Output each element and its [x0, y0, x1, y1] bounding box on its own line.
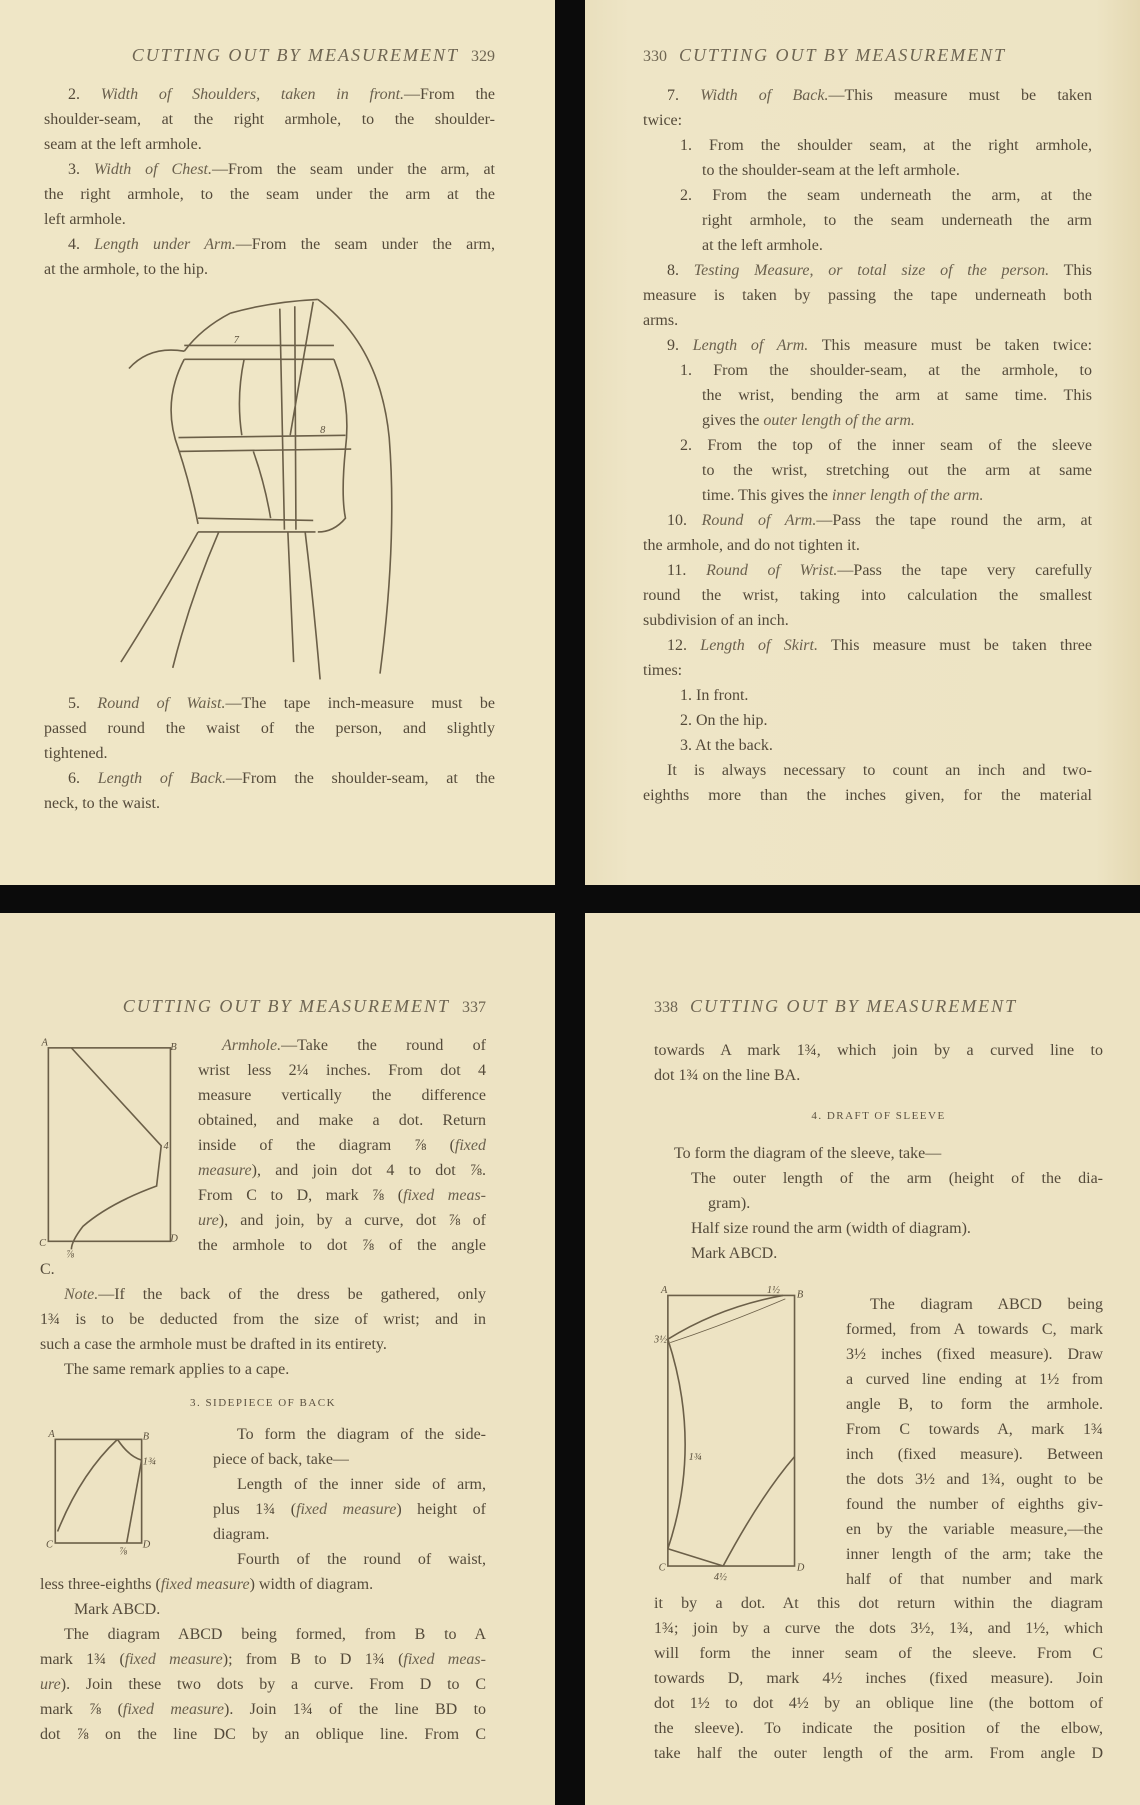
running-head-title: CUTTING OUT BY MEASUREMENT — [679, 45, 1007, 65]
text-line — [643, 408, 1092, 433]
italic-run-in: Round of Arm. — [701, 512, 817, 529]
text-line: 3. At the back. — [680, 737, 773, 754]
running-head-title: CUTTING OUT BY MEASUREMENT — [122, 996, 450, 1016]
italic-run-in: fixed — [454, 1137, 486, 1154]
text-line: half of that number and mark — [846, 1571, 1103, 1588]
text-run: This measure must be taken three — [817, 637, 1092, 654]
text-line: subdivision of an inch. — [643, 612, 789, 629]
text-line: 1. From the shoulder-seam, at the armhole, to — [680, 362, 1092, 379]
text-line: the armhole, and do not tighten it. — [643, 537, 860, 554]
figure-label: C — [39, 1237, 47, 1249]
text-line: to the wrist, stretching out the arm at same — [702, 462, 1092, 479]
italic-run-in: Round of Waist. — [97, 695, 226, 712]
page-number: 338 — [654, 999, 678, 1016]
text-line: the dots 3½ and 1¾, ought to be — [846, 1471, 1103, 1488]
text-line — [198, 1183, 486, 1208]
italic-run-in: Testing Measure, or total size of the person. — [693, 262, 1050, 279]
italic-run-in: Length of Back. — [97, 770, 226, 787]
text-run: less three-eighths ( — [40, 1576, 161, 1593]
text-run: 9. — [667, 337, 693, 354]
text-block — [40, 1257, 486, 1382]
figure-label: C — [658, 1562, 666, 1574]
text-run: ); from B to D 1¾ ( — [222, 1651, 404, 1668]
italic-run-in: Length of Skirt. — [700, 637, 818, 654]
text-run: —From the seam under the arm, — [235, 236, 495, 253]
text-run: —From the shoulder-seam, at the — [225, 770, 495, 787]
text-run: 4. — [68, 236, 95, 253]
text-line: inner length of the arm; take the — [846, 1546, 1103, 1563]
text-line: round the wrist, taking into calculation the smallest — [643, 587, 1092, 604]
section-heading: 4. DRAFT OF SLEEVE — [811, 1110, 946, 1122]
text-line: the wrist, bending the arm at same time. This — [702, 387, 1092, 404]
text-line: inch (fixed measure). Between — [846, 1446, 1103, 1463]
text-run: ), and join dot 4 to dot ⅞. — [251, 1162, 486, 1179]
text-line — [198, 1158, 486, 1183]
text-run: 10. — [667, 512, 702, 529]
page-number: 329 — [471, 48, 495, 65]
text-run: 7. — [667, 87, 701, 104]
text-line: dot ⅞ on the line DC by an oblique line. From C — [40, 1726, 486, 1743]
text-run: 12. — [667, 637, 701, 654]
italic-run-in: ure — [198, 1212, 219, 1229]
text-run: ), and join, by a curve, dot ⅞ of — [218, 1212, 486, 1229]
text-line — [198, 1133, 486, 1158]
text-line: measure vertically the difference — [198, 1087, 486, 1104]
figure-label: 8 — [320, 424, 326, 436]
text-run: —If the back of the dress be gathered, only — [98, 1286, 486, 1303]
page-number: 337 — [462, 999, 486, 1016]
text-run: plus 1¾ ( — [213, 1501, 297, 1518]
text-line: C. — [40, 1261, 55, 1278]
text-line: arms. — [643, 312, 679, 329]
text-line: the sleeve). To indicate the position of the elbow, — [654, 1720, 1103, 1737]
figure-label: 1½ — [766, 1285, 780, 1297]
running-head — [643, 42, 1092, 68]
text-run: ) width of diagram. — [249, 1576, 374, 1593]
text-line — [198, 1033, 486, 1058]
figure-label: ⅞ — [66, 1249, 75, 1261]
text-run: 8. — [667, 262, 694, 279]
text-line: The diagram ABCD being — [870, 1296, 1103, 1313]
text-line: a curved line ending at 1½ from — [846, 1371, 1103, 1388]
text-run: 2. — [68, 86, 101, 103]
text-line: towards D, mark 4½ inches (fixed measure). Join — [654, 1670, 1103, 1687]
figure-label: A — [48, 1429, 55, 1441]
text-line: found the number of eighths giv- — [846, 1496, 1103, 1513]
text-block — [654, 1591, 1103, 1766]
text-run: 3. — [68, 161, 94, 178]
text-line: diagram. — [213, 1526, 270, 1543]
text-run: —From the — [404, 86, 495, 103]
figure-label: 1¾ — [688, 1452, 702, 1464]
italic-run-in: ure — [40, 1676, 61, 1693]
text-block — [654, 1141, 1103, 1266]
italic-run-in: Width of Chest. — [93, 161, 212, 178]
text-line: it by a dot. At this dot return within the diagram — [654, 1595, 1103, 1612]
text-line — [643, 258, 1092, 283]
text-line — [643, 83, 1092, 108]
text-line: To form the diagram of the side- — [237, 1426, 486, 1443]
text-line: From C towards A, mark 1¾ — [846, 1421, 1103, 1438]
text-line: at the left armhole. — [702, 237, 823, 254]
italic-run-in: fixed measure — [160, 1576, 250, 1593]
figure-label: B — [796, 1289, 804, 1301]
text-line: such a case the armhole must be drafted in its entirety. — [40, 1336, 387, 1353]
text-line: formed, from A towards C, mark — [846, 1321, 1103, 1338]
running-head — [44, 42, 495, 68]
text-line: 2. From the top of the inner seam of the sleeve — [680, 437, 1092, 454]
text-line — [40, 1697, 486, 1722]
text-line — [44, 691, 495, 716]
figure-label: C — [46, 1539, 53, 1551]
text-line: dot 1¾ on the line BA. — [654, 1067, 801, 1084]
italic-run-in: Note. — [64, 1286, 99, 1303]
figure-label: B — [170, 1042, 177, 1054]
text-run: —The tape inch-measure must be — [225, 695, 495, 712]
text-line: It is always necessary to count an inch and two- — [667, 762, 1092, 779]
italic-run-in: Length of Arm. — [692, 337, 809, 354]
text-line: The same remark applies to a cape. — [64, 1361, 290, 1378]
text-line: en by the variable measure,—the — [846, 1521, 1103, 1538]
text-run: —Take the round of — [281, 1037, 486, 1054]
text-run: gives the — [702, 412, 764, 429]
text-block — [846, 1292, 1103, 1592]
italic-run-in: fixed meas- — [403, 1651, 486, 1668]
text-line — [44, 766, 495, 791]
text-line — [44, 82, 495, 107]
text-line: 1. In front. — [680, 687, 749, 704]
italic-run-in: fixed measure — [122, 1701, 224, 1718]
text-block — [654, 1038, 1103, 1088]
italic-run-in: Round of Wrist. — [706, 562, 838, 579]
text-line — [643, 508, 1092, 533]
italic-run-in: Length under Arm. — [94, 236, 236, 253]
text-line: obtained, and make a dot. Return — [198, 1112, 486, 1129]
text-run: 11. — [667, 562, 707, 579]
text-line: right armhole, to the seam underneath the arm — [702, 212, 1092, 229]
italic-run-in: outer length of the arm. — [763, 412, 915, 429]
text-run: From C to D, mark ⅞ ( — [198, 1187, 404, 1204]
text-line — [198, 1208, 486, 1233]
running-head-title: CUTTING OUT BY MEASUREMENT — [131, 45, 459, 65]
text-run: —Pass the tape round the arm, at — [816, 512, 1092, 529]
text-line: 3½ inches (fixed measure). Draw — [846, 1346, 1103, 1363]
text-run: —From the seam under the arm, at — [212, 161, 495, 178]
text-block — [643, 83, 1092, 808]
text-run: ). Join these two dots by a curve. From D to C — [60, 1676, 486, 1693]
text-line: Length of the inner side of arm, — [237, 1476, 486, 1493]
text-line: angle B, to form the armhole. — [846, 1396, 1103, 1413]
text-line: piece of back, take— — [213, 1451, 349, 1468]
text-run: —This measure must be taken — [828, 87, 1092, 104]
text-line: 1¾ is to be deducted from the size of wrist; and in — [40, 1311, 486, 1328]
text-line: will form the inner seam of the sleeve. From C — [654, 1645, 1103, 1662]
text-run: 6. — [68, 770, 98, 787]
text-line: Mark ABCD. — [74, 1601, 161, 1618]
text-line — [44, 157, 495, 182]
text-line — [44, 232, 495, 257]
text-line: tightened. — [44, 745, 108, 762]
figure-label: A — [41, 1037, 48, 1049]
text-run: 5. — [68, 695, 98, 712]
figure-label: A — [660, 1285, 668, 1297]
text-line: 2. On the hip. — [680, 712, 768, 729]
text-line: passed round the waist of the person, and slightly — [44, 720, 495, 737]
text-line: at the armhole, to the hip. — [44, 261, 208, 278]
italic-run-in: Width of Shoulders, taken in front. — [100, 86, 405, 103]
text-line: The outer length of the arm (height of the dia- — [691, 1170, 1103, 1187]
text-run: —Pass the tape very carefully — [837, 562, 1092, 579]
text-block — [44, 82, 495, 282]
text-line — [40, 1282, 486, 1307]
italic-run-in: inner length of the arm. — [831, 487, 984, 504]
section-heading: 3. SIDEPIECE OF BACK — [189, 1397, 337, 1409]
text-line: Mark ABCD. — [691, 1245, 778, 1262]
text-run: time. This gives the — [702, 487, 832, 504]
text-line: dot 1½ to dot 4½ by an oblique line (the bottom of — [654, 1695, 1103, 1712]
text-line — [643, 333, 1092, 358]
figure-label: 7 — [233, 335, 239, 347]
text-run: This — [1049, 262, 1092, 279]
text-line — [643, 633, 1092, 658]
text-line — [643, 558, 1092, 583]
running-head — [44, 993, 486, 1019]
figure-label: 3½ — [654, 1334, 668, 1346]
text-block — [213, 1422, 486, 1572]
text-line: 1. From the shoulder seam, at the right armhole, — [680, 137, 1092, 154]
figure-label: ⅞ — [119, 1546, 128, 1558]
text-line — [40, 1572, 486, 1597]
italic-run-in: measure — [198, 1162, 252, 1179]
text-line: to the shoulder-seam at the left armhole. — [702, 162, 960, 179]
text-line: 1¾; join by a curve the dots 3½, 1¾, and 1½, which — [654, 1620, 1103, 1637]
page-number: 330 — [643, 48, 667, 65]
text-block — [198, 1033, 486, 1258]
italic-run-in: Width of Back. — [700, 87, 829, 104]
horizontal-divider — [0, 885, 1140, 913]
text-line: 2. From the seam underneath the arm, at the — [680, 187, 1092, 204]
text-block — [40, 1572, 486, 1747]
text-run: mark 1¾ ( — [40, 1651, 125, 1668]
figure-label: D — [142, 1539, 151, 1551]
italic-run-in: fixed meas- — [403, 1187, 486, 1204]
text-line: seam at the left armhole. — [44, 136, 202, 153]
text-line — [213, 1497, 486, 1522]
text-line: twice: — [643, 112, 683, 129]
text-line — [40, 1672, 486, 1697]
text-run: This measure must be taken twice: — [808, 337, 1092, 354]
text-line: the armhole to dot ⅞ of the angle — [198, 1237, 486, 1254]
text-run: ) height of — [396, 1501, 486, 1518]
text-line — [40, 1647, 486, 1672]
italic-run-in: fixed measure — [124, 1651, 223, 1668]
text-block — [44, 691, 495, 816]
text-line — [643, 483, 1092, 508]
text-line: measure is taken by passing the tape underneath both — [643, 287, 1092, 304]
text-line: shoulder-seam, at the right armhole, to the shoulder- — [44, 111, 495, 128]
text-line: eighths more than the inches given, for the material — [643, 787, 1092, 804]
text-line: towards A mark 1¾, which join by a curved line to — [654, 1042, 1103, 1059]
figure-label: 4 — [163, 1141, 169, 1153]
text-line: take half the outer length of the arm. From angle D — [654, 1745, 1103, 1762]
text-line: The diagram ABCD being formed, from B to A — [64, 1626, 486, 1643]
figure-label: D — [796, 1562, 805, 1574]
figure-label: 1¾ — [142, 1456, 156, 1468]
running-head-title: CUTTING OUT BY MEASUREMENT — [690, 996, 1018, 1016]
figure-label: 4½ — [713, 1571, 727, 1583]
italic-run-in: fixed measure — [296, 1501, 397, 1518]
text-line: the right armhole, to the seam under the arm at the — [44, 186, 495, 203]
text-line: neck, to the waist. — [44, 795, 160, 812]
text-line: gram). — [708, 1195, 751, 1212]
text-line: To form the diagram of the sleeve, take— — [674, 1145, 942, 1162]
figure-label: D — [170, 1233, 178, 1245]
figure-label: B — [142, 1431, 150, 1443]
text-run: ). Join 1¾ of the line BD to — [224, 1701, 486, 1718]
text-line: Half size round the arm (width of diagram). — [691, 1220, 971, 1237]
text-line: times: — [643, 662, 683, 679]
text-run: inside of the diagram ⅞ ( — [198, 1137, 455, 1154]
text-run: mark ⅞ ( — [40, 1701, 123, 1718]
text-line: wrist less 2¼ inches. From dot 4 — [198, 1062, 486, 1079]
text-line: Fourth of the round of waist, — [237, 1551, 486, 1568]
italic-run-in: Armhole. — [222, 1037, 282, 1054]
text-line: left armhole. — [44, 211, 126, 228]
running-head — [654, 993, 1103, 1019]
